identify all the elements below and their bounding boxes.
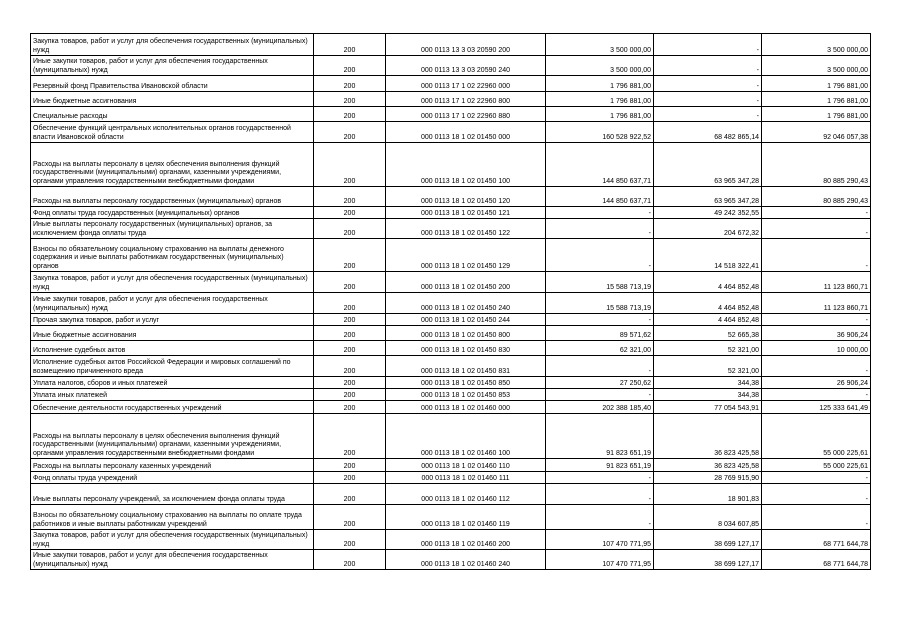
row-budget-code: 000 0113 18 1 02 01450 831 (386, 356, 546, 377)
row-name: Фонд оплаты труда учреждений (31, 472, 314, 484)
row-executed-amount: - (654, 107, 762, 122)
row-executed-amount: 68 482 865,14 (654, 122, 762, 143)
row-name: Уплата налогов, сборов и иных платежей (31, 377, 314, 389)
row-approved-amount: 1 796 881,00 (546, 107, 654, 122)
row-executed-amount: - (654, 76, 762, 92)
row-line-code: 200 (314, 56, 386, 76)
row-executed-amount: 4 464 852,48 (654, 293, 762, 314)
row-line-code: 200 (314, 239, 386, 272)
row-name: Закупка товаров, работ и услуг для обеспечения государственных (муниципальных) нужд (31, 530, 314, 550)
row-unexecuted-amount: - (762, 484, 871, 505)
row-line-code: 200 (314, 107, 386, 122)
row-budget-code: 000 0113 13 3 03 20590 200 (386, 34, 546, 56)
table-row (31, 356, 871, 377)
row-budget-code: 000 0113 18 1 02 01450 800 (386, 326, 546, 341)
row-approved-amount: 107 470 771,95 (546, 530, 654, 550)
row-budget-code: 000 0113 18 1 02 01450 100 (386, 143, 546, 187)
row-line-code: 200 (314, 401, 386, 414)
row-executed-amount: 344,38 (654, 377, 762, 389)
table-row (31, 550, 871, 570)
row-name: Обеспечение деятельности государственных учреждений (31, 401, 314, 414)
table-row (31, 484, 871, 505)
row-executed-amount: 344,38 (654, 389, 762, 401)
table-row (31, 341, 871, 356)
row-approved-amount: 160 528 922,52 (546, 122, 654, 143)
row-approved-amount: - (546, 219, 654, 239)
table-row (31, 76, 871, 92)
row-unexecuted-amount: 80 885 290,43 (762, 143, 871, 187)
row-unexecuted-amount: 26 906,24 (762, 377, 871, 389)
row-approved-amount: 202 388 185,40 (546, 401, 654, 414)
row-unexecuted-amount: - (762, 505, 871, 530)
row-name: Взносы по обязательному социальному страхованию на выплаты денежного содержания и иные выплаты работникам государственных (муниципальных) органов (31, 239, 314, 272)
row-name: Иные выплаты персоналу государственных (муниципальных) органов, за исключением фонда оплаты труда (31, 219, 314, 239)
table-row (31, 459, 871, 472)
row-name: Расходы на выплаты персоналу в целях обеспечения выполнения функций государственными (муниципальными) органами, казенными учреждениями, органами управления государственными внебюджетными фондами (31, 143, 314, 187)
row-line-code: 200 (314, 314, 386, 326)
row-line-code: 200 (314, 505, 386, 530)
row-approved-amount: - (546, 356, 654, 377)
row-executed-amount: 36 823 425,58 (654, 459, 762, 472)
row-line-code: 200 (314, 207, 386, 219)
row-executed-amount: 4 464 852,48 (654, 314, 762, 326)
row-line-code: 200 (314, 122, 386, 143)
row-unexecuted-amount: - (762, 239, 871, 272)
row-budget-code: 000 0113 18 1 02 01450 830 (386, 341, 546, 356)
row-executed-amount: 49 242 352,55 (654, 207, 762, 219)
row-approved-amount: 27 250,62 (546, 377, 654, 389)
table-body (31, 34, 871, 570)
table-row (31, 472, 871, 484)
row-approved-amount: - (546, 472, 654, 484)
row-approved-amount: - (546, 239, 654, 272)
row-unexecuted-amount: 68 771 644,78 (762, 530, 871, 550)
table-row (31, 107, 871, 122)
row-unexecuted-amount: 1 796 881,00 (762, 76, 871, 92)
row-line-code: 200 (314, 377, 386, 389)
row-unexecuted-amount: - (762, 207, 871, 219)
row-line-code: 200 (314, 530, 386, 550)
table-row (31, 293, 871, 314)
row-line-code: 200 (314, 484, 386, 505)
table-row (31, 389, 871, 401)
row-name: Иные бюджетные ассигнования (31, 326, 314, 341)
table-row (31, 505, 871, 530)
row-budget-code: 000 0113 18 1 02 01460 240 (386, 550, 546, 570)
row-unexecuted-amount: - (762, 472, 871, 484)
budget-execution-table (30, 33, 871, 570)
row-line-code: 200 (314, 472, 386, 484)
row-approved-amount: 144 850 637,71 (546, 187, 654, 207)
row-approved-amount: 3 500 000,00 (546, 56, 654, 76)
row-line-code: 200 (314, 187, 386, 207)
row-budget-code: 000 0113 13 3 03 20590 240 (386, 56, 546, 76)
row-approved-amount: 62 321,00 (546, 341, 654, 356)
row-name: Фонд оплаты труда государственных (муниципальных) органов (31, 207, 314, 219)
table-row (31, 219, 871, 239)
table-row (31, 530, 871, 550)
row-budget-code: 000 0113 18 1 02 01460 111 (386, 472, 546, 484)
row-unexecuted-amount: 1 796 881,00 (762, 107, 871, 122)
row-budget-code: 000 0113 18 1 02 01460 200 (386, 530, 546, 550)
row-budget-code: 000 0113 18 1 02 01450 853 (386, 389, 546, 401)
row-name: Иные бюджетные ассигнования (31, 92, 314, 107)
row-unexecuted-amount: 11 123 860,71 (762, 272, 871, 293)
row-line-code: 200 (314, 326, 386, 341)
table-row (31, 56, 871, 76)
row-line-code: 200 (314, 34, 386, 56)
table-row (31, 187, 871, 207)
row-executed-amount: 8 034 607,85 (654, 505, 762, 530)
row-budget-code: 000 0113 18 1 02 01460 110 (386, 459, 546, 472)
row-budget-code: 000 0113 18 1 02 01450 129 (386, 239, 546, 272)
row-budget-code: 000 0113 18 1 02 01460 112 (386, 484, 546, 505)
row-unexecuted-amount: 11 123 860,71 (762, 293, 871, 314)
row-approved-amount: 144 850 637,71 (546, 143, 654, 187)
row-name: Расходы на выплаты персоналу казенных учреждений (31, 459, 314, 472)
row-budget-code: 000 0113 18 1 02 01450 122 (386, 219, 546, 239)
row-executed-amount: 77 054 543,91 (654, 401, 762, 414)
row-budget-code: 000 0113 18 1 02 01450 244 (386, 314, 546, 326)
row-unexecuted-amount: 55 000 225,61 (762, 414, 871, 459)
row-executed-amount: 204 672,32 (654, 219, 762, 239)
row-unexecuted-amount: 3 500 000,00 (762, 56, 871, 76)
row-name: Взносы по обязательному социальному страхованию на выплаты по оплате труда работников и иные выплаты работникам учреждений (31, 505, 314, 530)
row-budget-code: 000 0113 18 1 02 01450 000 (386, 122, 546, 143)
row-name: Исполнение судебных актов (31, 341, 314, 356)
row-line-code: 200 (314, 550, 386, 570)
row-unexecuted-amount: 10 000,00 (762, 341, 871, 356)
row-budget-code: 000 0113 18 1 02 01450 240 (386, 293, 546, 314)
row-name: Уплата иных платежей (31, 389, 314, 401)
row-budget-code: 000 0113 17 1 02 22960 880 (386, 107, 546, 122)
row-unexecuted-amount: 36 906,24 (762, 326, 871, 341)
row-executed-amount: 14 518 322,41 (654, 239, 762, 272)
table-row (31, 122, 871, 143)
row-line-code: 200 (314, 76, 386, 92)
row-approved-amount: 91 823 651,19 (546, 414, 654, 459)
table-row (31, 207, 871, 219)
row-name: Обеспечение функций центральных исполнительных органов государственной власти Ивановской области (31, 122, 314, 143)
row-budget-code: 000 0113 18 1 02 01460 119 (386, 505, 546, 530)
row-budget-code: 000 0113 18 1 02 01450 121 (386, 207, 546, 219)
table-row (31, 34, 871, 56)
row-line-code: 200 (314, 219, 386, 239)
row-name: Специальные расходы (31, 107, 314, 122)
row-unexecuted-amount: - (762, 389, 871, 401)
row-unexecuted-amount: - (762, 356, 871, 377)
row-approved-amount: 1 796 881,00 (546, 92, 654, 107)
row-executed-amount: 28 769 915,90 (654, 472, 762, 484)
row-line-code: 200 (314, 414, 386, 459)
row-unexecuted-amount: 55 000 225,61 (762, 459, 871, 472)
row-approved-amount: 89 571,62 (546, 326, 654, 341)
row-budget-code: 000 0113 18 1 02 01450 120 (386, 187, 546, 207)
row-line-code: 200 (314, 389, 386, 401)
row-approved-amount: 107 470 771,95 (546, 550, 654, 570)
table-row (31, 92, 871, 107)
row-approved-amount: - (546, 314, 654, 326)
row-name: Иные закупки товаров, работ и услуг для обеспечения государственных (муниципальных) нужд (31, 56, 314, 76)
row-name: Исполнение судебных актов Российской Федерации и мировых соглашений по возмещению причиненного вреда (31, 356, 314, 377)
row-executed-amount: 38 699 127,17 (654, 550, 762, 570)
row-approved-amount: - (546, 389, 654, 401)
table-row (31, 239, 871, 272)
row-unexecuted-amount: - (762, 219, 871, 239)
row-executed-amount: 63 965 347,28 (654, 143, 762, 187)
table-row (31, 143, 871, 187)
row-line-code: 200 (314, 143, 386, 187)
row-name: Закупка товаров, работ и услуг для обеспечения государственных (муниципальных) нужд (31, 272, 314, 293)
table-row (31, 414, 871, 459)
row-approved-amount: 15 588 713,19 (546, 272, 654, 293)
row-executed-amount: 63 965 347,28 (654, 187, 762, 207)
row-name: Иные закупки товаров, работ и услуг для обеспечения государственных (муниципальных) нужд (31, 550, 314, 570)
row-budget-code: 000 0113 18 1 02 01460 100 (386, 414, 546, 459)
row-name: Прочая закупка товаров, работ и услуг (31, 314, 314, 326)
row-executed-amount: 36 823 425,58 (654, 414, 762, 459)
row-line-code: 200 (314, 272, 386, 293)
row-executed-amount: - (654, 92, 762, 107)
row-executed-amount: 52 321,00 (654, 341, 762, 356)
row-budget-code: 000 0113 17 1 02 22960 800 (386, 92, 546, 107)
row-line-code: 200 (314, 293, 386, 314)
row-executed-amount: 18 901,83 (654, 484, 762, 505)
table-row (31, 272, 871, 293)
row-approved-amount: 3 500 000,00 (546, 34, 654, 56)
row-name: Закупка товаров, работ и услуг для обеспечения государственных (муниципальных) нужд (31, 34, 314, 56)
row-budget-code: 000 0113 17 1 02 22960 000 (386, 76, 546, 92)
row-approved-amount: 91 823 651,19 (546, 459, 654, 472)
table-row (31, 401, 871, 414)
row-executed-amount: 38 699 127,17 (654, 530, 762, 550)
row-unexecuted-amount: 68 771 644,78 (762, 550, 871, 570)
row-executed-amount: - (654, 34, 762, 56)
row-approved-amount: - (546, 505, 654, 530)
row-budget-code: 000 0113 18 1 02 01460 000 (386, 401, 546, 414)
row-name: Резервный фонд Правительства Ивановской области (31, 76, 314, 92)
row-name: Расходы на выплаты персоналу в целях обеспечения выполнения функций государственными (муниципальными) органами, казенными учреждениями, органами управления государственными внебюджетными фондами (31, 414, 314, 459)
row-unexecuted-amount: 92 046 057,38 (762, 122, 871, 143)
row-executed-amount: 4 464 852,48 (654, 272, 762, 293)
row-line-code: 200 (314, 459, 386, 472)
table-row (31, 326, 871, 341)
row-name: Иные выплаты персоналу учреждений, за исключением фонда оплаты труда (31, 484, 314, 505)
row-name: Расходы на выплаты персоналу государственных (муниципальных) органов (31, 187, 314, 207)
row-executed-amount: - (654, 56, 762, 76)
row-unexecuted-amount: 3 500 000,00 (762, 34, 871, 56)
row-line-code: 200 (314, 356, 386, 377)
row-unexecuted-amount: 125 333 641,49 (762, 401, 871, 414)
table-row (31, 314, 871, 326)
row-name: Иные закупки товаров, работ и услуг для обеспечения государственных (муниципальных) нужд (31, 293, 314, 314)
row-executed-amount: 52 321,00 (654, 356, 762, 377)
row-approved-amount: 1 796 881,00 (546, 76, 654, 92)
row-unexecuted-amount: 1 796 881,00 (762, 92, 871, 107)
row-executed-amount: 52 665,38 (654, 326, 762, 341)
row-unexecuted-amount: - (762, 314, 871, 326)
table-row (31, 377, 871, 389)
row-approved-amount: 15 588 713,19 (546, 293, 654, 314)
row-line-code: 200 (314, 341, 386, 356)
row-budget-code: 000 0113 18 1 02 01450 200 (386, 272, 546, 293)
row-budget-code: 000 0113 18 1 02 01450 850 (386, 377, 546, 389)
row-line-code: 200 (314, 92, 386, 107)
row-approved-amount: - (546, 484, 654, 505)
row-unexecuted-amount: 80 885 290,43 (762, 187, 871, 207)
row-approved-amount: - (546, 207, 654, 219)
